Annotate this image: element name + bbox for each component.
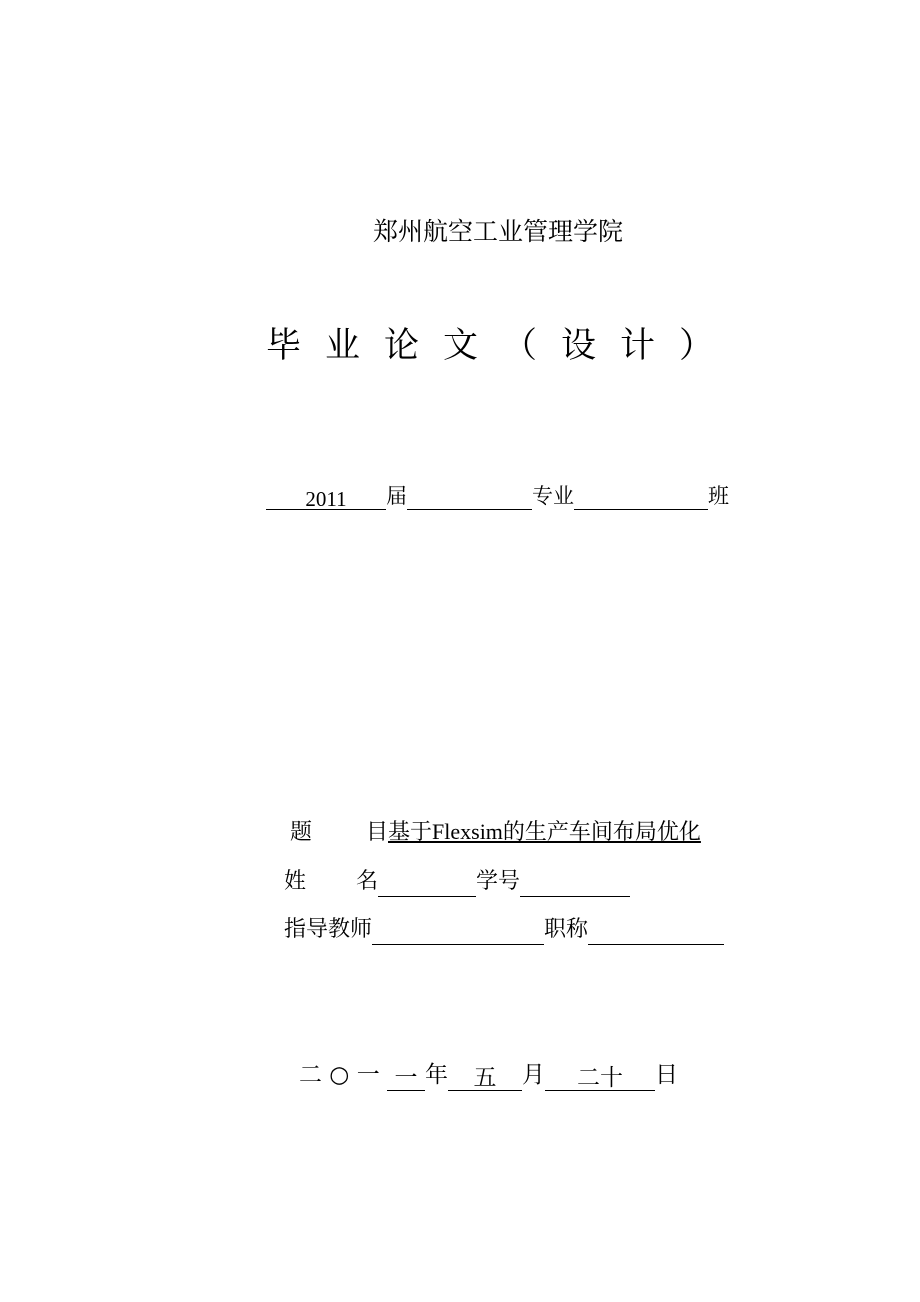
jie-label: 届: [386, 484, 407, 508]
class-field: [574, 485, 708, 510]
year-char: 年: [425, 1062, 449, 1088]
document-title: 毕业论文（设计）: [265, 326, 738, 366]
advisor-label: 指导教师: [284, 917, 373, 942]
class-info-line: [266, 482, 729, 510]
class-label: 班: [708, 484, 729, 508]
day-field: [545, 1062, 655, 1091]
month-value: 五: [473, 1065, 497, 1091]
major-field: [407, 485, 532, 510]
school-name: 郑州航空工业管理学院: [372, 217, 623, 246]
month-char: 月: [522, 1062, 546, 1088]
advisor-title-field: [588, 920, 724, 945]
name-label-2: 名: [356, 869, 379, 894]
day-value: 二十: [577, 1065, 624, 1091]
topic-label-1: 题: [290, 820, 313, 845]
student-id-field: [520, 872, 630, 897]
year-prefix: 二 ○ 一: [299, 1062, 380, 1088]
day-char: 日: [655, 1062, 679, 1088]
graduation-year-field: [266, 485, 386, 510]
name-label-1: 姓: [284, 869, 307, 894]
name-field: [378, 872, 476, 897]
advisor-title-label: 职称: [544, 917, 589, 942]
graduation-year-value: 2011: [305, 487, 347, 511]
topic-value: 基于Flexsim的生产车间布局优化: [388, 819, 701, 844]
major-label: 专业: [532, 484, 574, 508]
topic-line: [290, 817, 701, 848]
year-last-digit: 一: [394, 1065, 418, 1091]
advisor-line: [284, 915, 724, 945]
student-id-label: 学号: [476, 869, 521, 894]
advisor-field: [372, 920, 544, 945]
month-field: [448, 1062, 522, 1091]
topic-label-2: 目: [366, 820, 389, 845]
year-last-digit-field: [387, 1062, 425, 1091]
student-line: [284, 867, 630, 897]
date-line: [299, 1059, 678, 1091]
